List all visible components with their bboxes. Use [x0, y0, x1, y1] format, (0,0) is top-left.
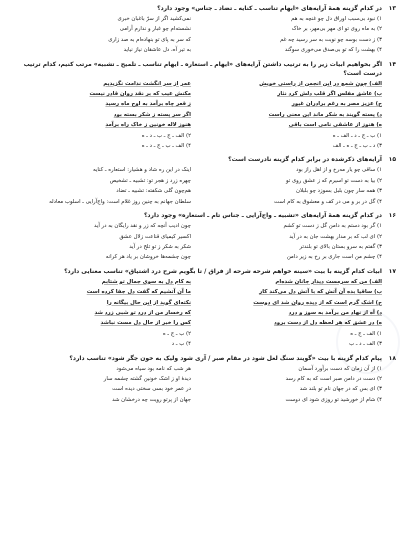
option-first-half: ۴) شام از خورشید تو روزی شود ای دوست [285, 396, 382, 403]
option-first-half: ۱) نبود بی‌سبب اوراق دل چو غنچه به هم [291, 16, 382, 22]
option-row[interactable] [6, 35, 382, 45]
option-first-half: ۴) بهشت را که تو بی‌صدق می‌خوری سوگند [284, 47, 382, 54]
option-row[interactable] [6, 374, 382, 384]
option-row[interactable] [6, 364, 382, 374]
option-second-half: چون ادیب آنچه که زر و نقد رایگان به در آید [94, 223, 191, 230]
answers-17 [6, 329, 396, 350]
verse-second-half: ز قعر چاه برآمد به اوج ماه رسید [105, 101, 191, 108]
option-row[interactable] [6, 14, 382, 24]
option-row[interactable] [6, 186, 382, 196]
verse-row [6, 99, 382, 109]
option-first-half: ۴) گل در بر و می در کف و معشوق به کام است [274, 198, 382, 205]
option-second-half: چون چشمه‌ها خروشان بر یاد هر کرانه [105, 254, 191, 261]
answer-option: ۳) الف ـ د ـ ب [349, 341, 382, 348]
question-stem: اگر بخواهیم ابیات زیر را به ترتیب داشتن آرایه‌های «ایهام ـ استعاره ـ ایهام تناسب ـ تلمیح ـ تشبیه» مرتب کنیم، کدام ترتیب درست است؟ [23, 60, 382, 77]
question-16 [6, 211, 396, 220]
verse-first-half: ب) ساقیا بده آن آتش که با آتش دل می‌کند کار [259, 289, 382, 296]
option-second-half: نمی‌کشید اگر از سرّ باغبان خبری [117, 16, 191, 22]
option-second-half: شکر به شکر ز تو تلخ در آید [129, 243, 191, 250]
verses-14 [6, 79, 396, 131]
option-second-half: نشسته‌ام چو غبار و ندارم آرامی [119, 26, 191, 33]
option-first-half: ۲) بیا به دست تو اسیرم که ز عشق روی تو [285, 177, 382, 184]
option-second-half: چهره زرد ز هجر تو: تشبیه ـ تشخیص [109, 177, 191, 184]
option-first-half: ۳) همه سار چون بلبل بسوزد چو بلبلان [296, 188, 382, 195]
answer-option: ۴) ب ـ د [171, 341, 191, 348]
verse-first-half: د) پسته گویند به شکر ماند این معنی راست [268, 111, 382, 118]
answer-option: ۱) الف ـ ج ـ ه [350, 330, 382, 337]
answers-14 [6, 131, 396, 152]
answer-row[interactable] [6, 131, 382, 141]
option-first-half: ۳) ز دست بوسه چو نوبت به سر رسید چه غم [280, 36, 382, 43]
question-14 [6, 60, 396, 78]
option-second-half: به تیر آه، دل عاشقان نیاز نیاید [123, 47, 191, 54]
question-number: ۱۸ [388, 354, 396, 362]
question-17 [6, 267, 396, 276]
verse-row [6, 318, 382, 328]
option-row[interactable] [6, 221, 382, 231]
verse-second-half: کس را خبر از حال دل مست نباشد [100, 320, 191, 327]
verse-row [6, 277, 382, 287]
option-first-half: ۲) دست در دامن صبر است که به کام رسد [285, 375, 382, 382]
option-row[interactable] [6, 384, 382, 394]
option-first-half: ۱) از آن زمان که دست برآورد آسمان [298, 365, 382, 372]
answer-option: ۱) ب ـ ج ـ د ـ الف ـ ه [332, 132, 382, 139]
option-row[interactable] [6, 45, 382, 55]
option-first-half: ۱) ساقی چو یار مه‌رخ و از اهل راز بود [296, 167, 382, 174]
option-first-half: ۲) ای لب که بر مدار بهشت جان به در آید [289, 233, 382, 240]
question-stem: پیام کدام گزینه با بیت «گویند سنگ لعل شود در مقام صبر / آری شود ولیک به خون جگر شود» تناسب دارد؟ [69, 354, 382, 362]
verse-second-half: عمر از سر انگشت ندامت نگزیدیم [103, 80, 191, 87]
answer-option: ۳) د ـ ب ـ ج ـ ه ـ الف [332, 143, 382, 150]
verse-first-half: ه) در عشق که هر لحظه دل از دست برود [273, 320, 382, 327]
option-second-half: هر شب که نامه بود سیاه می‌شود [116, 365, 191, 372]
answer-option: ۲) الف ـ ج ـ ب ـ د ـ ه [141, 132, 191, 139]
verse-first-half: ب) عاشق مفلس اگر قلب دلش کرد نثار [277, 91, 382, 98]
verse-row [6, 89, 382, 99]
verse-second-half: به کام دل به سوی جمال تو شتابم [101, 278, 191, 285]
option-second-half: اکسیر کیمیای قناعت زلال عشق [119, 233, 191, 240]
verse-row [6, 120, 382, 130]
answer-row[interactable] [6, 339, 382, 349]
verse-second-half: مکنش عیب که بر نقد روان قادر نیست [89, 91, 191, 98]
options-13 [6, 14, 396, 56]
option-second-half: هم‌چون گلی شکفته: تشبیه ـ تضاد [116, 188, 191, 195]
verse-row [6, 308, 382, 318]
option-row[interactable] [6, 252, 382, 262]
question-number: ۱۵ [388, 156, 396, 164]
option-first-half: ۴) چشم من است جاری بر رخ به زیر دامن [286, 254, 382, 261]
option-row[interactable] [6, 24, 382, 34]
verse-first-half: د) آه از نهاد من برآمد به سوز و درد [288, 309, 382, 316]
question-13 [6, 4, 396, 13]
option-row[interactable] [6, 242, 382, 252]
verse-second-half: اگر سر پسته ز شکر بسته بود [113, 111, 191, 118]
question-number: ۱۶ [388, 212, 396, 220]
verses-17 [6, 277, 396, 329]
answer-option: ۴) الف ـ ب ـ ج ـ د ـ ه [141, 143, 191, 150]
option-second-half: دیدهٔ او ز اشک خونین گشته چشمه سار [103, 375, 191, 382]
option-second-half: جهان از پرتو رویت چه درخشان شد [112, 396, 191, 403]
question-stem: آرایه‌های ذکرشده در برابر کدام گزینه نادرست است؟ [228, 156, 382, 164]
question-number: ۱۳ [388, 5, 396, 12]
answer-row[interactable] [6, 329, 382, 339]
verse-first-half: ج) عزیز مصر به رغم برادران غیور [291, 101, 382, 108]
question-number: ۱۴ [388, 60, 396, 68]
verse-second-half: هنوز لاله خونین ز خاک راه برآمد [105, 122, 191, 129]
verse-row [6, 287, 382, 297]
option-first-half: ۳) ای بس که در جهان نام تو بلند شد [299, 386, 382, 393]
verse-second-half: ما آن آتشیم که گفت دل جفا کرده است [86, 289, 191, 296]
option-second-half: در عمر خود بسی سختی دیده است [112, 386, 191, 393]
verse-row [6, 110, 382, 120]
verse-row [6, 298, 382, 308]
option-row[interactable] [6, 395, 382, 405]
option-second-half: که سر به پای تو بنهاده‌ام به صد زاری [108, 36, 191, 43]
question-18 [6, 354, 396, 363]
options-16 [6, 221, 396, 263]
option-row[interactable] [6, 232, 382, 242]
option-second-half: سلطان جهانم به چنین روز غلام است: واج‌آرایی ـ اسلوب معادله [49, 198, 191, 205]
question-sheet [6, 4, 396, 405]
option-first-half: ۱) گر بود دستم به دامن گل ز دست تو کشم [283, 223, 382, 230]
verse-first-half: الف) چون شمع در این انجمن از راستی خویش [259, 80, 382, 87]
options-18 [6, 364, 396, 406]
verse-second-half: نکته‌ای گوید از این حال بیگانه را [106, 299, 191, 306]
verse-first-half: ه) هنوز از عاشقی نامی است باقی [288, 122, 382, 129]
option-second-half: اینک در این ره شاد و هشیار: استعاره ـ کنایه [92, 167, 191, 174]
option-first-half: ۳) گفتم به سرو بستان بالای تو بلندتر [299, 243, 382, 250]
options-15 [6, 165, 396, 207]
option-row[interactable] [6, 197, 382, 207]
question-stem: ابیات کدام گزینه با بیت «سینه خواهم شرحه شرحه از فراق / تا بگویم شرح درد اشتیاق» تناسب معنایی دارد؟ [64, 267, 382, 275]
question-number: ۱۷ [388, 267, 396, 275]
verse-second-half: که رخسار من از درد تو شبی زرد شد [94, 309, 191, 316]
question-stem: در کدام گزینه همهٔ آرایه‌های «تشبیه ـ واج‌آرایی ـ جناس تام ـ استعاره» وجود دارد؟ [143, 212, 382, 220]
verse-row [6, 79, 382, 89]
answer-option: ۲) ب ـ ج ـ ه [162, 330, 191, 337]
question-15 [6, 155, 396, 164]
option-first-half: ۲) به ماه روی تو ای مهر بی‌مهر، بر خاک [291, 26, 382, 33]
verse-first-half: ج) اشک گرم است که از دیده روان شد ای دوست [253, 299, 382, 306]
answer-row[interactable] [6, 141, 382, 151]
question-stem: در کدام گزینه همهٔ آرایه‌های «ایهام تناسب ـ کنایه ـ تضاد ـ جناس» وجود دارد؟ [157, 5, 382, 12]
option-row[interactable] [6, 165, 382, 175]
option-row[interactable] [6, 176, 382, 186]
verse-first-half: الف) من که سرمست دیدار جانان شده‌ام [275, 278, 382, 285]
